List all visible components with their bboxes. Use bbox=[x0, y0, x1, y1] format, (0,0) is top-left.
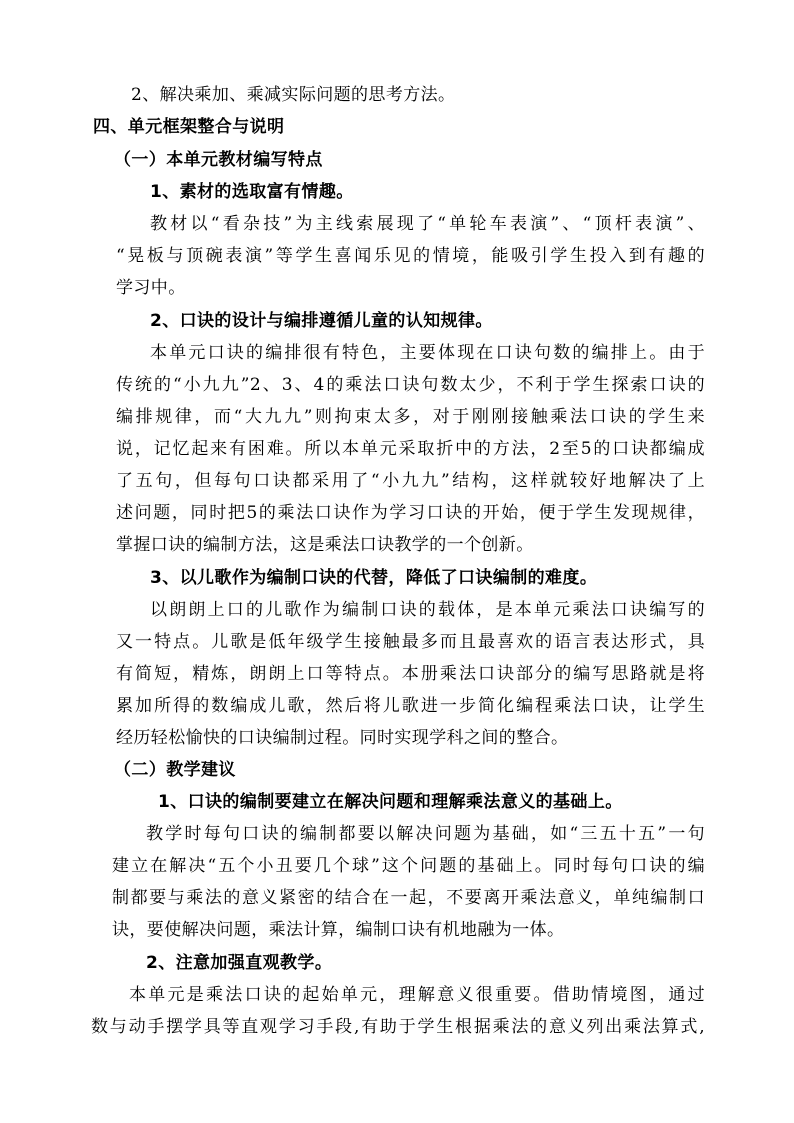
part1-point1-line: “晃板与顶碗表演”等学生喜闻乐见的情境，能吸引学生投入到有趣的 bbox=[116, 246, 705, 266]
part1-point1-line: 学习中。 bbox=[116, 278, 186, 298]
part2-point1-line: 建立在解决“五个小丑要几个球”这个问题的基础上。同时每句口诀的编 bbox=[112, 856, 705, 876]
part1-point3-line: 以朗朗上口的儿歌作为编制口诀的载体，是本单元乘法口诀编写的 bbox=[150, 600, 705, 620]
part1-point1-line: 教材以“看杂技”为主线索展现了“单轮车表演”、“顶杆表演”、 bbox=[150, 214, 705, 234]
part1-point2-line: 掌握口诀的编制方法，这是乘法口诀教学的一个创新。 bbox=[116, 535, 534, 555]
part1-point2-line: 本单元口诀的编排很有特色，主要体现在口诀句数的编排上。由于 bbox=[150, 343, 705, 363]
part1-point2-title: 2、口诀的设计与编排遵循儿童的认知规律。 bbox=[150, 311, 493, 331]
part1-point1-title: 1、素材的选取富有情趣。 bbox=[150, 182, 354, 202]
part2-point1-line: 诀，要使解决问题，乘法计算，编制口诀有机地融为一体。 bbox=[112, 920, 565, 940]
part1-point2-line: 了五句，但每句口诀都采用了“小九九”结构，这样就较好地解决了上 bbox=[116, 471, 705, 491]
part1-point3-line: 累加所得的数编成儿歌，然后将儿歌进一步简化编程乘法口诀，让学生 bbox=[116, 696, 705, 716]
part1-point2-line: 传统的“小九九”2、3、4的乘法口诀句数太少，不利于学生探索口诀的 bbox=[116, 375, 705, 395]
part1-heading: （一）本单元教材编写特点 bbox=[114, 150, 323, 170]
part2-point2-line: 数与动手摆学具等直观学习手段,有助于学生根据乘法的意义列出乘法算式, bbox=[91, 1017, 705, 1037]
part2-heading: （二）教学建议 bbox=[114, 760, 236, 780]
part1-point2-line: 编排规律，而“大九九”则拘束太多，对于刚刚接触乘法口诀的学生来 bbox=[116, 407, 705, 427]
part2-point1-line: 制都要与乘法的意义紧密的结合在一起，不要离开乘法意义，单纯编制口 bbox=[112, 888, 705, 908]
part1-point3-line: 又一特点。儿歌是低年级学生接触最多而且最喜欢的语言表达形式，具 bbox=[116, 632, 705, 652]
intro-item: 2、解决乘加、乘减实际问题的思考方法。 bbox=[131, 85, 456, 105]
part2-point2-line: 本单元是乘法口诀的起始单元，理解意义很重要。借助情境图，通过 bbox=[129, 985, 705, 1005]
part1-point3-line: 有简短，精炼，朗朗上口等特点。本册乘法口诀部分的编写思路就是将 bbox=[116, 664, 705, 684]
part2-point1-line: 教学时每句口诀的编制都要以解决问题为基础，如“三五十五”一句 bbox=[146, 824, 705, 844]
part1-point3-line: 经历轻松愉快的口诀编制过程。同时实现学科之间的整合。 bbox=[116, 728, 569, 748]
part2-point1-title: 1、口诀的编制要建立在解决问题和理解乘法意义的基础上。 bbox=[158, 792, 623, 812]
part1-point2-line: 说，记忆起来有困难。所以本单元采取折中的方法，2至5的口诀都编成 bbox=[116, 439, 705, 459]
part1-point2-line: 述问题，同时把5的乘法口诀作为学习口诀的开始，便于学生发现规律， bbox=[116, 503, 705, 523]
part1-point3-title: 3、以儿歌作为编制口诀的代替，降低了口诀编制的难度。 bbox=[150, 568, 598, 588]
part2-point2-title: 2、注意加强直观教学。 bbox=[146, 953, 333, 973]
section-heading: 四、单元框架整合与说明 bbox=[93, 117, 285, 137]
